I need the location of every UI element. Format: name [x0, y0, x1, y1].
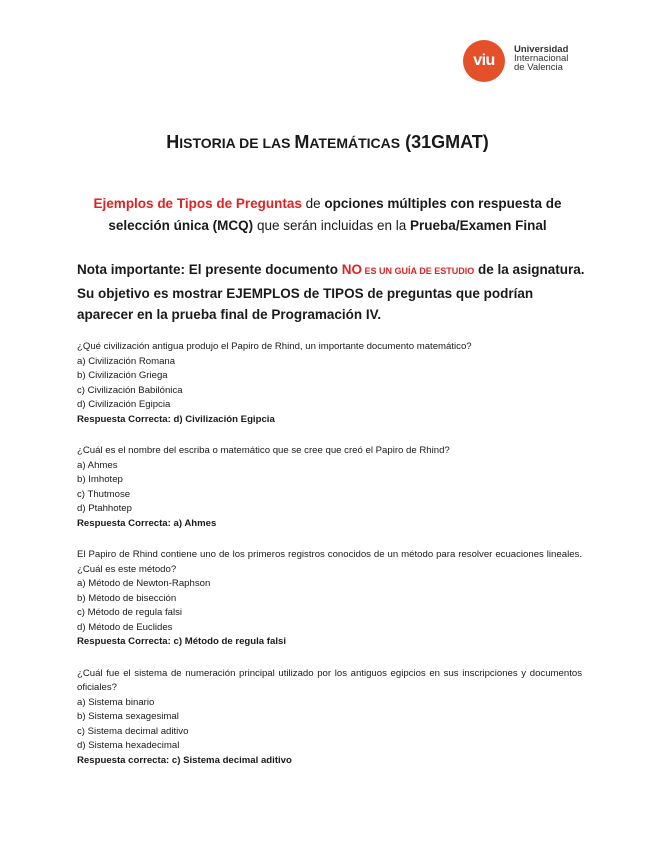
note-no: NO [341, 262, 363, 277]
option: b) Civilización Griega [77, 370, 168, 381]
question-item [77, 444, 582, 531]
subtitle-highlight: Ejemplos de Tipos de Preguntas [93, 196, 302, 211]
question-list [77, 340, 582, 785]
option: d) Civilización Egipcia [77, 399, 171, 410]
question-text: El Papiro de Rhind contiene uno de los primeros registros conocidos de un método para resolver ecuaciones lineales. ¿Cuál es este método? [77, 549, 582, 575]
document-title [0, 132, 655, 153]
correct-answer: Respuesta correcta: c) Sistema decimal aditivo [77, 754, 292, 766]
option: b) Sistema sexagesimal [77, 711, 179, 722]
logo-line: Universidad [514, 44, 569, 55]
note-rest: de la asignatura. Su objetivo es mostrar EJEMPLOS de TIPOS de preguntas que podrían aparecer en la prueba final de Programación IV. [77, 262, 585, 322]
option: a) Civilización Romana [77, 355, 176, 367]
option: b) Imhotep [77, 474, 123, 485]
important-note [77, 259, 587, 326]
note-warning: ES UN GUÍA DE ESTUDIO [362, 266, 475, 276]
question-item [77, 548, 582, 650]
question-text: ¿Cuál es el nombre del escriba o matemático que se cree que creó el Papiro de Rhind? [77, 445, 450, 456]
option: a) Sistema binario [77, 696, 155, 708]
question-text: ¿Cuál fue el sistema de numeración principal utilizado por los antiguos egipcios en sus inscripciones y documentos oficiales? [77, 667, 582, 693]
subtitle-bold: Prueba/Examen Final [410, 218, 547, 233]
correct-answer: Respuesta Correcta: a) Ahmes [77, 517, 217, 529]
option: d) Ptahhotep [77, 503, 132, 514]
question-item [77, 340, 582, 427]
correct-answer: Respuesta Correcta: c) Método de regula falsi [77, 636, 286, 647]
option: b) Método de bisección [77, 592, 177, 604]
subtitle-text: de [301, 196, 325, 211]
option: c) Método de regula falsi [77, 607, 183, 618]
option: d) Sistema hexadecimal [77, 740, 180, 751]
title-smallcaps: ATEMÁTICAS [309, 135, 401, 151]
logo-wordmark [514, 45, 568, 72]
title-cap: H [166, 132, 180, 152]
note-prefix: Nota importante: El presente documento [77, 262, 342, 277]
question-text: ¿Qué civilización antigua produjo el Papiro de Rhind, un importante documento matemático? [77, 341, 472, 352]
option: c) Civilización Babilónica [77, 384, 183, 396]
option: a) Ahmes [77, 459, 118, 471]
subtitle-bold: opciones múltiples con respuesta de selección única (MCQ) [108, 196, 562, 233]
viu-logo-mark: viu [463, 40, 505, 82]
correct-answer: Respuesta Correcta: d) Civilización Egipcia [77, 413, 275, 425]
option: c) Sistema decimal aditivo [77, 725, 189, 737]
title-cap: M [294, 132, 310, 152]
university-logo [463, 40, 583, 80]
question-item [77, 667, 582, 769]
logo-line: de Valencia [514, 62, 563, 73]
subtitle-text: que serán incluidas en la [253, 218, 411, 233]
title-smallcaps: ISTORIA DE LAS [179, 135, 295, 151]
option: c) Thutmose [77, 488, 131, 500]
logo-line: Internacional [514, 53, 569, 64]
option: a) Método de Newton-Raphson [77, 578, 211, 589]
course-code: (31GMAT) [400, 132, 489, 152]
document-subtitle [70, 193, 585, 237]
option: d) Método de Euclides [77, 621, 173, 633]
